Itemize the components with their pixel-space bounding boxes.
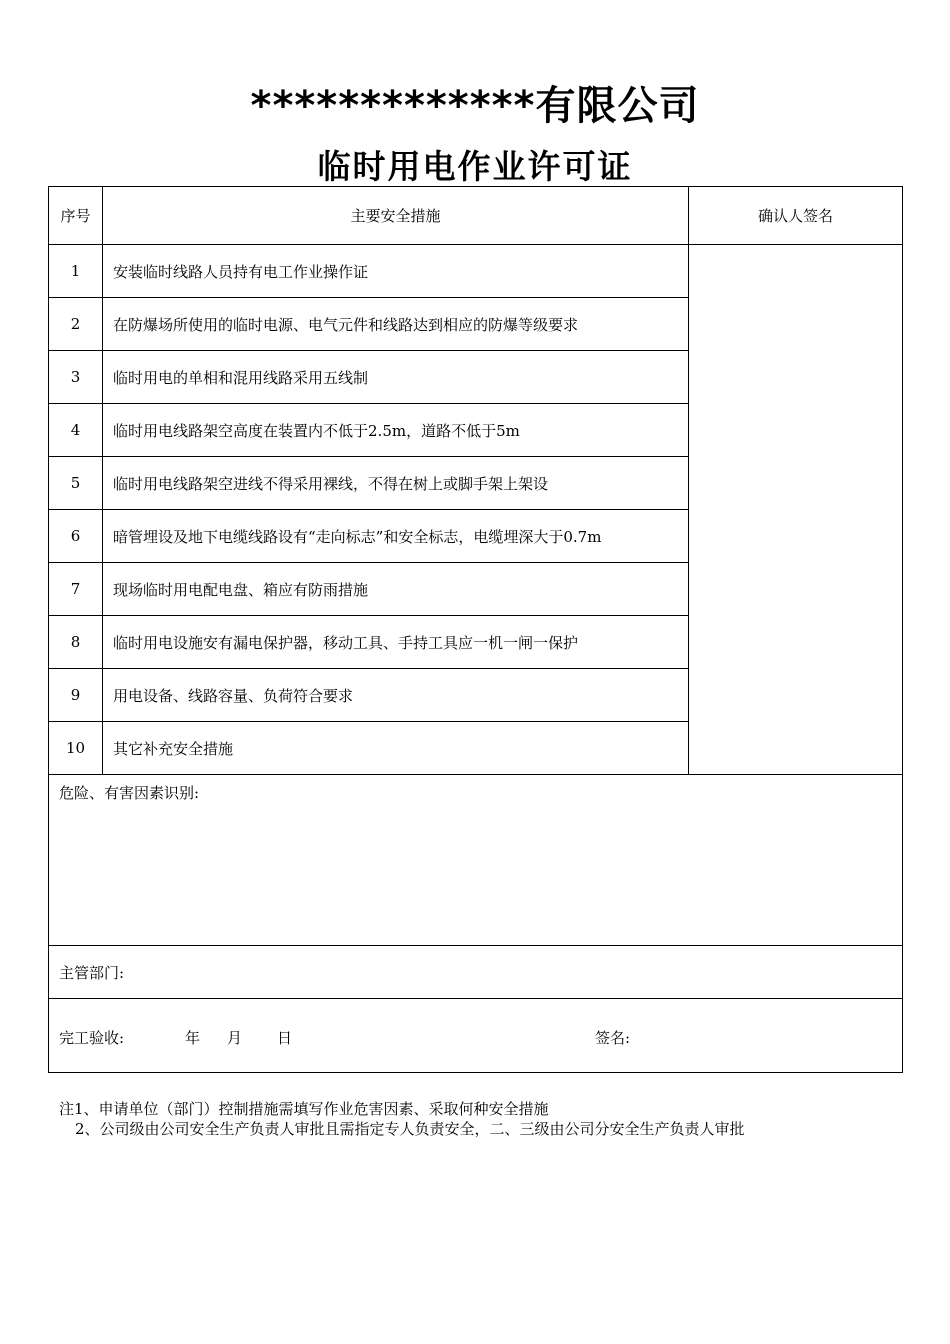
row-number: 3 [49, 351, 103, 404]
month-label: 月 [227, 1029, 243, 1047]
safety-measure: 暗管埋设及地下电缆线路设有“走向标志”和安全标志，电缆埋深大于0.7m [103, 510, 689, 563]
sign-label: 签名: [595, 1029, 631, 1047]
acceptance-field[interactable] [49, 999, 903, 1073]
dept-label: 主管部门: [59, 963, 125, 982]
safety-measure: 临时用电线路架空高度在装置内不低于2.5m，道路不低于5m [103, 404, 689, 457]
notes [59, 1099, 745, 1139]
safety-measure: 在防爆场所使用的临时电源、电气元件和线路达到相应的防爆等级要求 [103, 298, 689, 351]
signature-cell[interactable] [689, 245, 903, 775]
year-label: 年 [185, 1029, 201, 1047]
dept-field[interactable] [49, 946, 903, 999]
col-header-no: 序号 [49, 187, 103, 245]
day-label: 日 [277, 1029, 293, 1047]
row-number: 4 [49, 404, 103, 457]
safety-measure: 临时用电的单相和混用线路采用五线制 [103, 351, 689, 404]
safety-measure: 临时用电设施安有漏电保护器，移动工具、手持工具应一机一闸一保护 [103, 616, 689, 669]
row-number: 5 [49, 457, 103, 510]
row-number: 1 [49, 245, 103, 298]
permit-table [48, 186, 903, 1073]
form-title: 临时用电作业许可证 [317, 147, 633, 186]
hazard-label: 危险、有害因素识别: [59, 784, 200, 802]
acceptance-label: 完工验收: [59, 1029, 125, 1047]
hazard-row [49, 775, 903, 946]
row-number: 8 [49, 616, 103, 669]
note-2: 2、公司级由公司安全生产负责人审批且需指定专人负责安全，二、三级由公司分安全生产负责人审批 [75, 1120, 745, 1138]
dept-row [49, 946, 903, 999]
safety-measure: 临时用电线路架空进线不得采用裸线，不得在树上或脚手架上架设 [103, 457, 689, 510]
row-number: 10 [49, 722, 103, 775]
safety-measure: 安装临时线路人员持有电工作业操作证 [103, 245, 689, 298]
row-number: 6 [49, 510, 103, 563]
safety-measure: 用电设备、线路容量、负荷符合要求 [103, 669, 689, 722]
row-number: 7 [49, 563, 103, 616]
note-1: 注1、申请单位（部门）控制措施需填写作业危害因素、采取何种安全措施 [59, 1100, 549, 1118]
table-row [49, 245, 903, 298]
hazard-field[interactable] [49, 775, 903, 946]
company-name: *************有限公司 [250, 83, 700, 129]
safety-measure: 其它补充安全措施 [103, 722, 689, 775]
table-header-row [49, 187, 903, 245]
col-header-signature: 确认人签名 [689, 187, 903, 245]
row-number: 9 [49, 669, 103, 722]
safety-measure: 现场临时用电配电盘、箱应有防雨措施 [103, 563, 689, 616]
acceptance-row [49, 999, 903, 1073]
row-number: 2 [49, 298, 103, 351]
col-header-measure: 主要安全措施 [103, 187, 689, 245]
